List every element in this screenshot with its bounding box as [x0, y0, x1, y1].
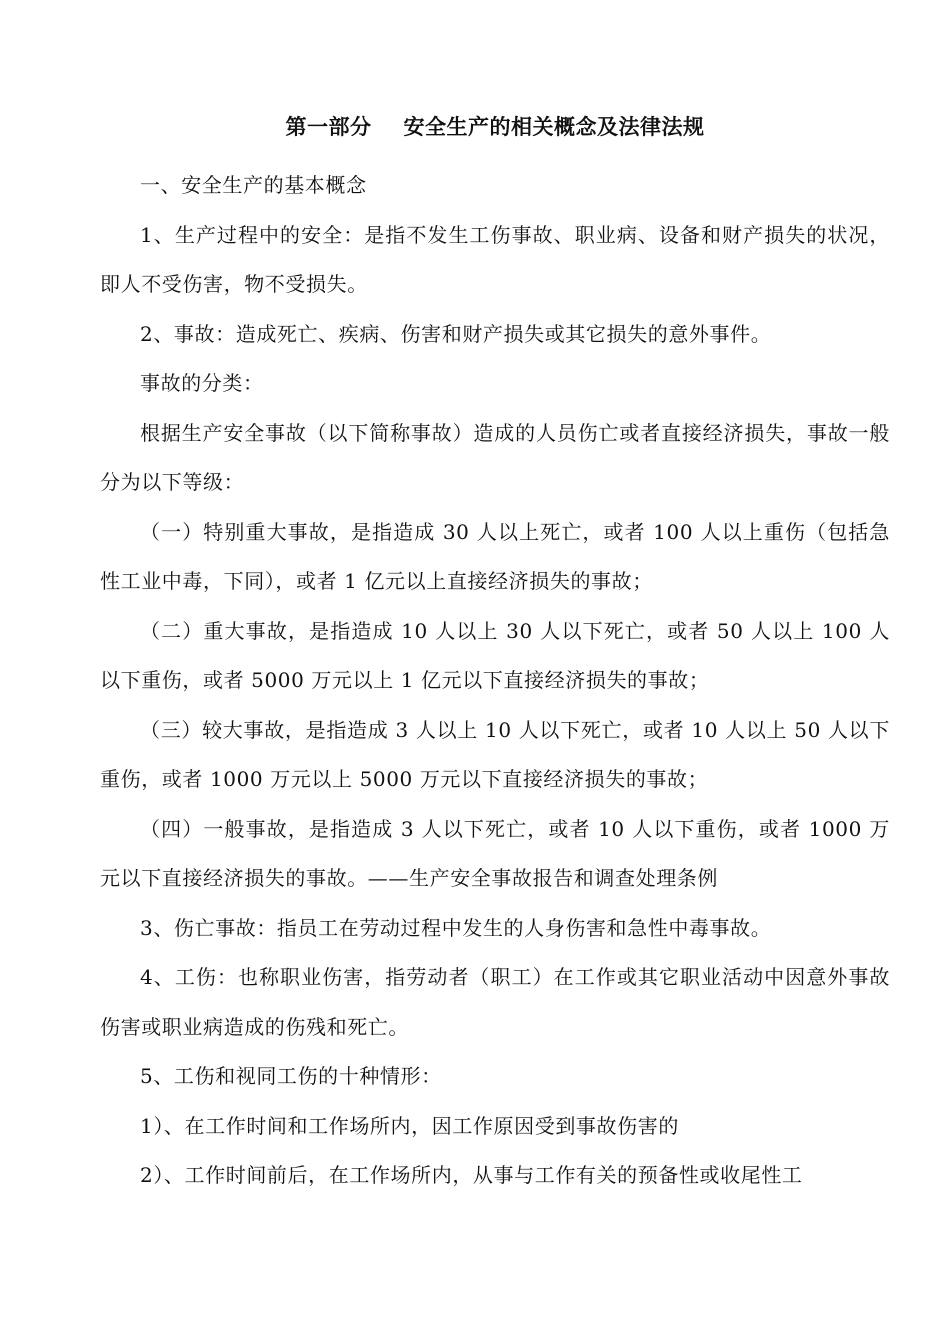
- document-page: [100, 112, 890, 1201]
- paragraph-casualty-accident: 3、伤亡事故：指员工在劳动过程中发生的人身伤害和急性中毒事故。: [140, 915, 772, 940]
- list-item-situation-2: 2）、工作时间前后，在工作场所内，从事与工作有关的预备性或收尾性工: [140, 1163, 803, 1187]
- title-main: 安全生产的相关概念及法律法规: [403, 114, 705, 139]
- paragraph-safety-definition: 1、生产过程中的安全：是指不发生工伤事故、职业病、设备和财产损失的状况，即人不受伤害，物不受损失。: [100, 222, 890, 296]
- paragraph-level-4: （四）一般事故，是指造成 3 人以下死亡，或者 10 人以下重伤，或者 1000 万元以下直接经济损失的事故。——生产安全事故报告和调查处理条例: [100, 816, 890, 890]
- paragraph-accident-definition: 2、事故：造成死亡、疾病、伤害和财产损失或其它损失的意外事件。: [140, 321, 772, 346]
- paragraph-classification-intro: 根据生产安全事故（以下简称事故）造成的人员伤亡或者直接经济损失，事故一般分为以下等级：: [100, 420, 890, 494]
- list-item-situation-1: 1）、在工作时间和工作场所内，因工作原因受到事故伤害的: [140, 1113, 679, 1138]
- paragraph-level-3: （三）较大事故，是指造成 3 人以上 10 人以下死亡，或者 10 人以上 50 人以下重伤，或者 1000 万元以上 5000 万元以下直接经济损失的事故；: [100, 717, 890, 791]
- paragraph-work-injury: 4、工伤：也称职业伤害，指劳动者（职工）在工作或其它职业活动中因意外事故伤害或职业病造成的伤残和死亡。: [100, 965, 890, 1039]
- document-title: [100, 112, 890, 142]
- section-heading-1: 一、安全生产的基本概念: [140, 173, 367, 197]
- paragraph-level-1: （一）特别重大事故，是指造成 30 人以上死亡，或者 100 人以上重伤（包括急性工业中毒，下同），或者 1 亿元以上直接经济损失的事故；: [100, 519, 890, 593]
- paragraph-level-2: （二）重大事故，是指造成 10 人以上 30 人以下死亡，或者 50 人以上 100 人以下重伤，或者 5000 万元以上 1 亿元以下直接经济损失的事故；: [100, 618, 890, 692]
- paragraph-ten-situations: 5、工伤和视同工伤的十种情形：: [140, 1064, 442, 1088]
- paragraph-accident-classification: 事故的分类：: [140, 371, 264, 395]
- title-part: 第一部分: [285, 114, 372, 139]
